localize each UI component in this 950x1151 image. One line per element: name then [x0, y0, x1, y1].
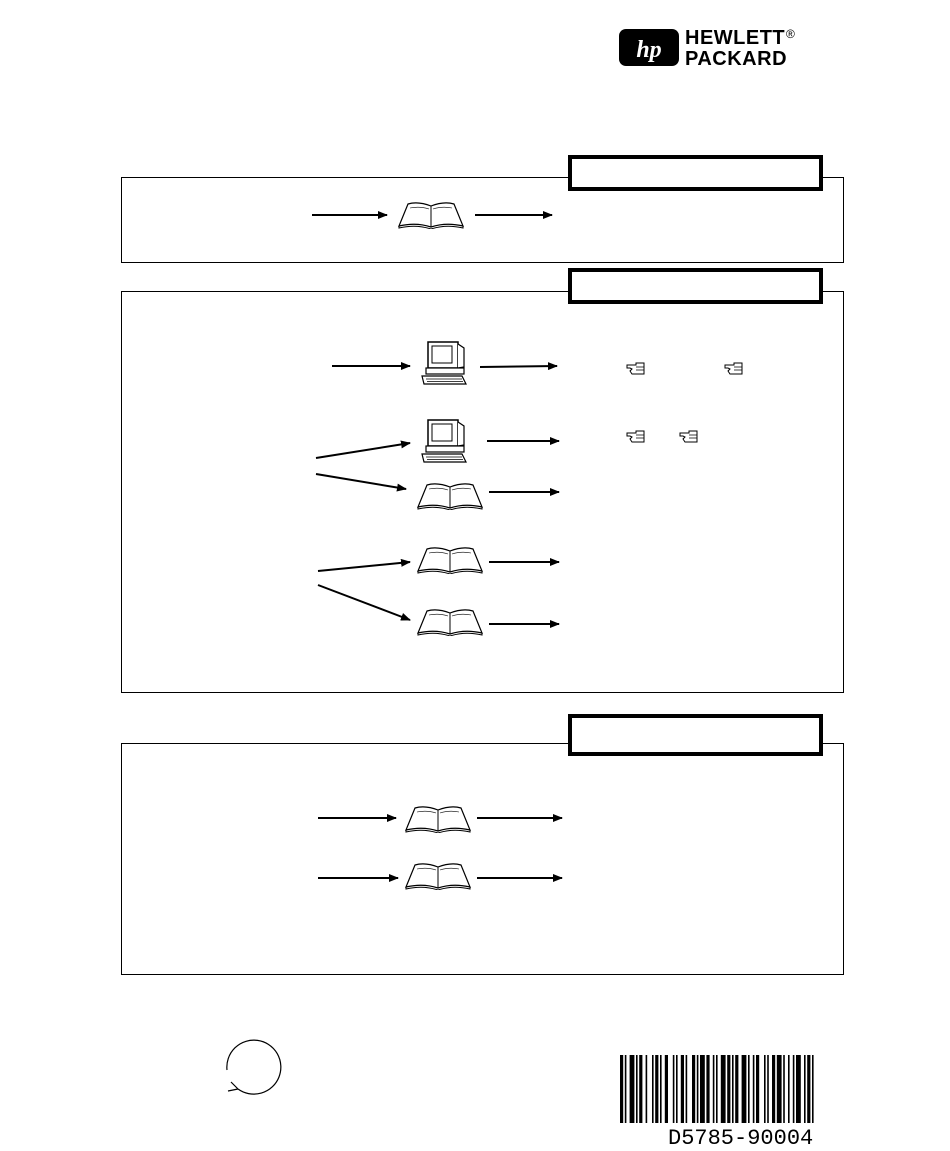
logo-line-1: HEWLETT — [685, 27, 786, 49]
barcode-bar — [697, 1055, 699, 1123]
book-icon — [406, 864, 470, 890]
barcode-bar — [807, 1055, 810, 1123]
barcode-bar — [652, 1055, 654, 1123]
barcode-bar — [796, 1055, 801, 1123]
barcode-bar — [727, 1055, 730, 1123]
barcode-bar — [756, 1055, 759, 1123]
barcode-bar — [742, 1055, 747, 1123]
recycle-icon — [218, 1036, 280, 1098]
barcode-bar — [681, 1055, 684, 1123]
barcode-bar — [772, 1055, 775, 1123]
registered-mark: ® — [786, 27, 795, 41]
barcode-bar — [735, 1055, 738, 1123]
barcode-bar — [793, 1055, 795, 1123]
barcode-bar — [660, 1055, 662, 1123]
barcode-bar — [630, 1055, 635, 1123]
barcode-bar — [732, 1055, 734, 1123]
barcode-bar — [721, 1055, 726, 1123]
barcode-bar — [764, 1055, 766, 1123]
barcode-bar — [625, 1055, 627, 1123]
logo-line-2: PACKARD — [685, 48, 788, 70]
barcode-bar — [676, 1055, 678, 1123]
book-icon — [406, 807, 470, 833]
hp-mark-text: hp — [636, 37, 662, 63]
barcode-bar — [812, 1055, 814, 1123]
barcode-bar — [636, 1055, 638, 1123]
barcode-bar — [706, 1055, 709, 1123]
barcode-bar — [655, 1055, 658, 1123]
barcode-bar — [777, 1055, 782, 1123]
barcode-bar — [686, 1055, 688, 1123]
barcode-bar — [700, 1055, 705, 1123]
barcode-bar — [804, 1055, 806, 1123]
barcode-bar — [639, 1055, 642, 1123]
barcode-bar — [748, 1055, 750, 1123]
barcode — [620, 1055, 890, 1125]
barcode-bar — [753, 1055, 755, 1123]
barcode-bar — [716, 1055, 718, 1123]
barcode-bar — [646, 1055, 648, 1123]
barcode-bar — [713, 1055, 715, 1123]
barcode-bar — [783, 1055, 785, 1123]
barcode-bar — [673, 1055, 675, 1123]
barcode-bar — [620, 1055, 623, 1123]
barcode-part-number: D5785-90004 — [668, 1126, 814, 1151]
barcode-bar — [692, 1055, 695, 1123]
barcode-bar — [788, 1055, 790, 1123]
barcode-bar — [767, 1055, 769, 1123]
barcode-bar — [665, 1055, 668, 1123]
